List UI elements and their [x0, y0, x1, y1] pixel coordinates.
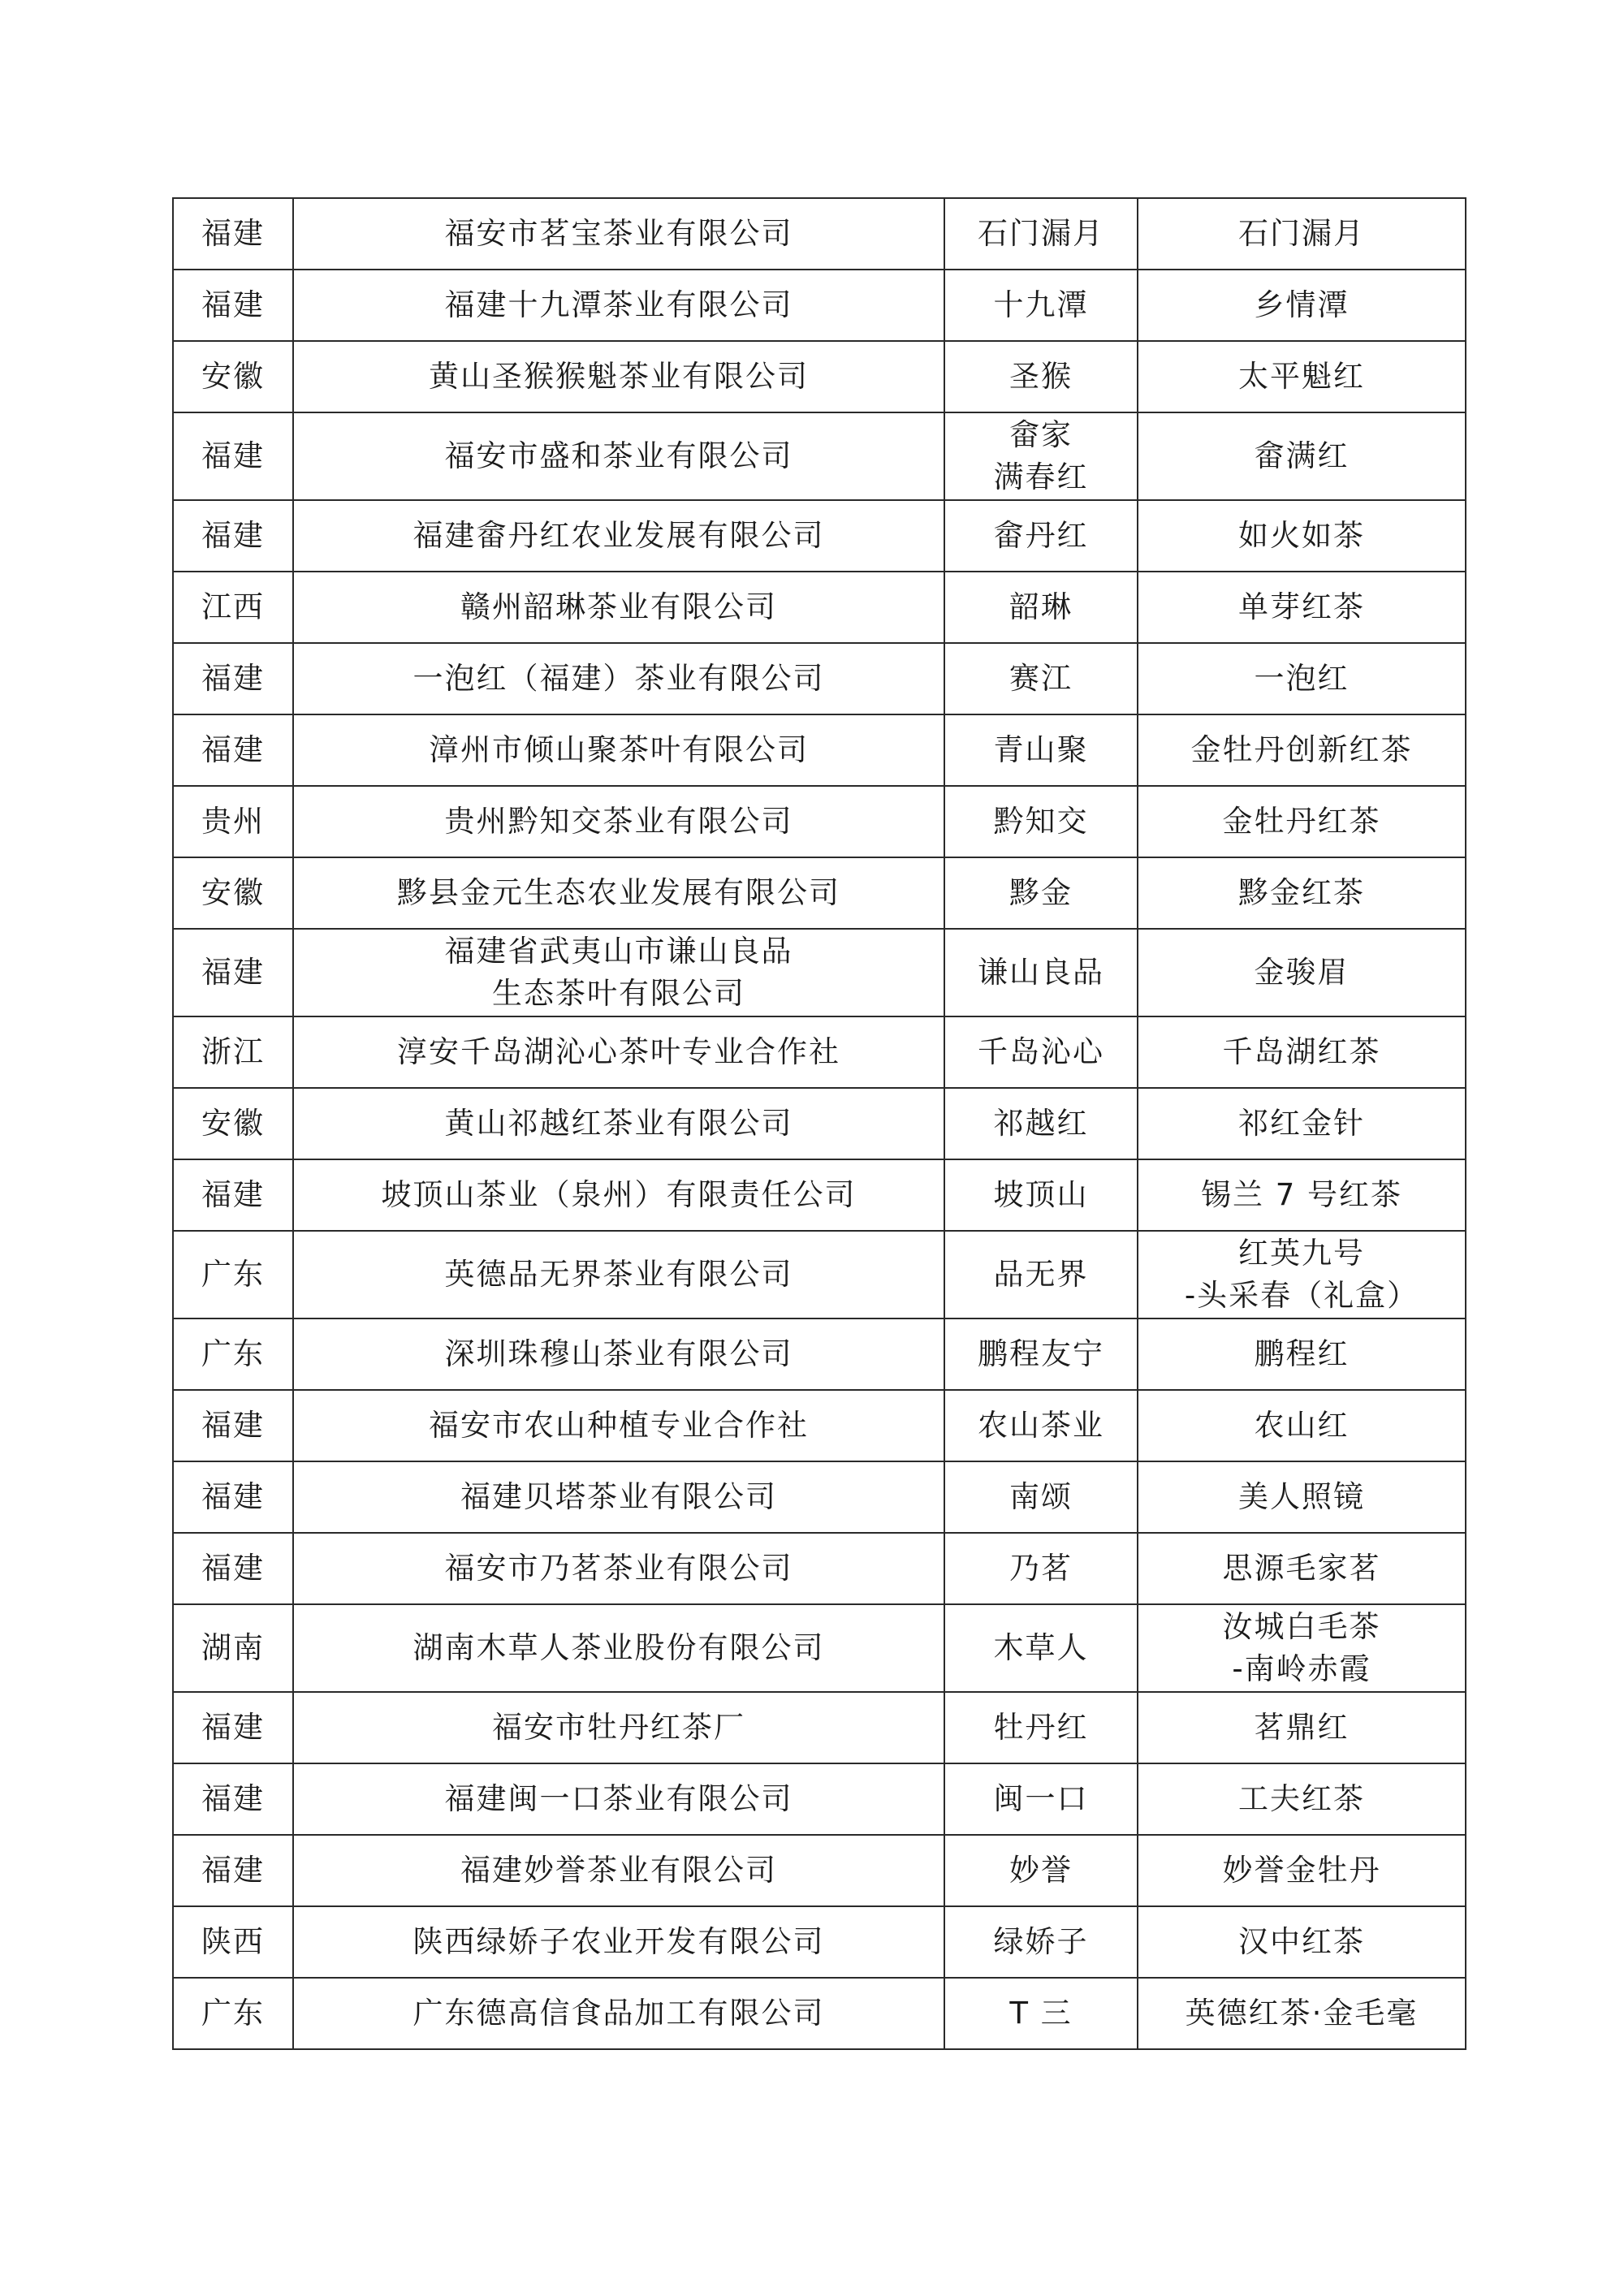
- product-cell: 锡兰 7 号红茶: [1138, 1159, 1466, 1231]
- province-cell: 福建: [173, 1763, 293, 1835]
- brand-cell: 韶琳: [944, 572, 1138, 643]
- table-row: [173, 857, 1466, 929]
- company-cell: 深圳珠穆山茶业有限公司: [293, 1318, 944, 1390]
- product-cell: 黟金红茶: [1138, 857, 1466, 929]
- province-cell: 福建: [173, 929, 293, 1016]
- product-cell: 工夫红茶: [1138, 1763, 1466, 1835]
- company-cell: 英德品无界茶业有限公司: [293, 1231, 944, 1318]
- product-cell: 太平魁红: [1138, 341, 1466, 412]
- table-row: [173, 198, 1466, 270]
- product-cell: 汝城白毛茶 -南岭赤霞: [1138, 1604, 1466, 1692]
- table-row: [173, 1159, 1466, 1231]
- table-row: [173, 1016, 1466, 1088]
- brand-cell: 乃茗: [944, 1533, 1138, 1604]
- company-cell: 黄山圣猴猴魁茶业有限公司: [293, 341, 944, 412]
- product-cell: 乡情潭: [1138, 270, 1466, 341]
- province-cell: 福建: [173, 270, 293, 341]
- province-cell: 广东: [173, 1231, 293, 1318]
- table-row: [173, 929, 1466, 1016]
- brand-cell: 农山茶业: [944, 1390, 1138, 1461]
- company-cell: 广东德高信食品加工有限公司: [293, 1978, 944, 2049]
- table-row: [173, 412, 1466, 500]
- province-cell: 福建: [173, 1159, 293, 1231]
- province-cell: 安徽: [173, 1088, 293, 1159]
- brand-cell: 十九潭: [944, 270, 1138, 341]
- province-cell: 福建: [173, 412, 293, 500]
- product-cell: 鹏程红: [1138, 1318, 1466, 1390]
- table-row: [173, 500, 1466, 572]
- province-cell: 广东: [173, 1318, 293, 1390]
- company-cell: 福建闽一口茶业有限公司: [293, 1763, 944, 1835]
- table-row: [173, 643, 1466, 714]
- brand-cell: 赛江: [944, 643, 1138, 714]
- product-cell: 农山红: [1138, 1390, 1466, 1461]
- company-cell: 一泡红（福建）茶业有限公司: [293, 643, 944, 714]
- brand-cell: 鹏程友宁: [944, 1318, 1138, 1390]
- product-cell: 单芽红茶: [1138, 572, 1466, 643]
- table-row: [173, 1604, 1466, 1692]
- brand-cell: 谦山良品: [944, 929, 1138, 1016]
- province-cell: 贵州: [173, 786, 293, 857]
- company-cell: 淳安千岛湖沁心茶叶专业合作社: [293, 1016, 944, 1088]
- province-cell: 福建: [173, 1835, 293, 1906]
- product-cell: 一泡红: [1138, 643, 1466, 714]
- province-cell: 陕西: [173, 1906, 293, 1978]
- company-cell: 坡顶山茶业（泉州）有限责任公司: [293, 1159, 944, 1231]
- company-cell: 黟县金元生态农业发展有限公司: [293, 857, 944, 929]
- brand-cell: 畲丹红: [944, 500, 1138, 572]
- product-cell: 茗鼎红: [1138, 1692, 1466, 1763]
- brand-cell: 畲家 满春红: [944, 412, 1138, 500]
- product-cell: 石门漏月: [1138, 198, 1466, 270]
- table-row: [173, 1390, 1466, 1461]
- brand-cell: 黔知交: [944, 786, 1138, 857]
- product-cell: 英德红茶·金毛毫: [1138, 1978, 1466, 2049]
- province-cell: 浙江: [173, 1016, 293, 1088]
- product-cell: 千岛湖红茶: [1138, 1016, 1466, 1088]
- company-cell: 福安市茗宝茶业有限公司: [293, 198, 944, 270]
- province-cell: 福建: [173, 643, 293, 714]
- brand-cell: 妙誉: [944, 1835, 1138, 1906]
- province-cell: 福建: [173, 1461, 293, 1533]
- table-row: [173, 714, 1466, 786]
- company-cell: 福建十九潭茶业有限公司: [293, 270, 944, 341]
- province-cell: 福建: [173, 198, 293, 270]
- product-cell: 妙誉金牡丹: [1138, 1835, 1466, 1906]
- product-cell: 如火如茶: [1138, 500, 1466, 572]
- table-row: [173, 1318, 1466, 1390]
- table-row: [173, 1763, 1466, 1835]
- table-row: [173, 1835, 1466, 1906]
- province-cell: 安徽: [173, 341, 293, 412]
- company-cell: 湖南木草人茶业股份有限公司: [293, 1604, 944, 1692]
- company-cell: 福安市乃茗茶业有限公司: [293, 1533, 944, 1604]
- province-cell: 安徽: [173, 857, 293, 929]
- province-cell: 广东: [173, 1978, 293, 2049]
- table-row: [173, 1692, 1466, 1763]
- company-cell: 贵州黔知交茶业有限公司: [293, 786, 944, 857]
- brand-cell: 南颂: [944, 1461, 1138, 1533]
- brand-cell: 青山聚: [944, 714, 1138, 786]
- brand-cell: 祁越红: [944, 1088, 1138, 1159]
- table-row: [173, 341, 1466, 412]
- company-cell: 福建妙誉茶业有限公司: [293, 1835, 944, 1906]
- company-cell: 黄山祁越红茶业有限公司: [293, 1088, 944, 1159]
- table-body: [173, 198, 1466, 2049]
- company-cell: 漳州市倾山聚茶叶有限公司: [293, 714, 944, 786]
- brand-cell: 圣猴: [944, 341, 1138, 412]
- table-row: [173, 1906, 1466, 1978]
- company-cell: 福建省武夷山市谦山良品 生态茶叶有限公司: [293, 929, 944, 1016]
- table-row: [173, 1533, 1466, 1604]
- tea-brand-table: [172, 197, 1466, 2050]
- product-cell: 金牡丹红茶: [1138, 786, 1466, 857]
- product-cell: 金牡丹创新红茶: [1138, 714, 1466, 786]
- company-cell: 陕西绿娇子农业开发有限公司: [293, 1906, 944, 1978]
- product-cell: 祁红金针: [1138, 1088, 1466, 1159]
- table-row: [173, 572, 1466, 643]
- province-cell: 福建: [173, 1533, 293, 1604]
- table-row: [173, 1088, 1466, 1159]
- province-cell: 福建: [173, 1692, 293, 1763]
- product-cell: 汉中红茶: [1138, 1906, 1466, 1978]
- product-cell: 金骏眉: [1138, 929, 1466, 1016]
- company-cell: 福安市农山种植专业合作社: [293, 1390, 944, 1461]
- table-row: [173, 270, 1466, 341]
- province-cell: 福建: [173, 1390, 293, 1461]
- table-row: [173, 786, 1466, 857]
- product-cell: 畲满红: [1138, 412, 1466, 500]
- product-cell: 红英九号 -头采春（礼盒）: [1138, 1231, 1466, 1318]
- province-cell: 福建: [173, 500, 293, 572]
- table-row: [173, 1461, 1466, 1533]
- brand-cell: 牡丹红: [944, 1692, 1138, 1763]
- province-cell: 湖南: [173, 1604, 293, 1692]
- table-row: [173, 1231, 1466, 1318]
- province-cell: 江西: [173, 572, 293, 643]
- brand-cell: 坡顶山: [944, 1159, 1138, 1231]
- brand-cell: 木草人: [944, 1604, 1138, 1692]
- brand-cell: 千岛沁心: [944, 1016, 1138, 1088]
- product-cell: 思源毛家茗: [1138, 1533, 1466, 1604]
- brand-cell: 闽一口: [944, 1763, 1138, 1835]
- company-cell: 福建贝塔茶业有限公司: [293, 1461, 944, 1533]
- province-cell: 福建: [173, 714, 293, 786]
- brand-cell: 黟金: [944, 857, 1138, 929]
- company-cell: 福建畲丹红农业发展有限公司: [293, 500, 944, 572]
- table-row: [173, 1978, 1466, 2049]
- brand-cell: 品无界: [944, 1231, 1138, 1318]
- company-cell: 福安市牡丹红茶厂: [293, 1692, 944, 1763]
- brand-cell: T 三: [944, 1978, 1138, 2049]
- product-cell: 美人照镜: [1138, 1461, 1466, 1533]
- brand-cell: 绿娇子: [944, 1906, 1138, 1978]
- brand-cell: 石门漏月: [944, 198, 1138, 270]
- company-cell: 福安市盛和茶业有限公司: [293, 412, 944, 500]
- company-cell: 赣州韶琳茶业有限公司: [293, 572, 944, 643]
